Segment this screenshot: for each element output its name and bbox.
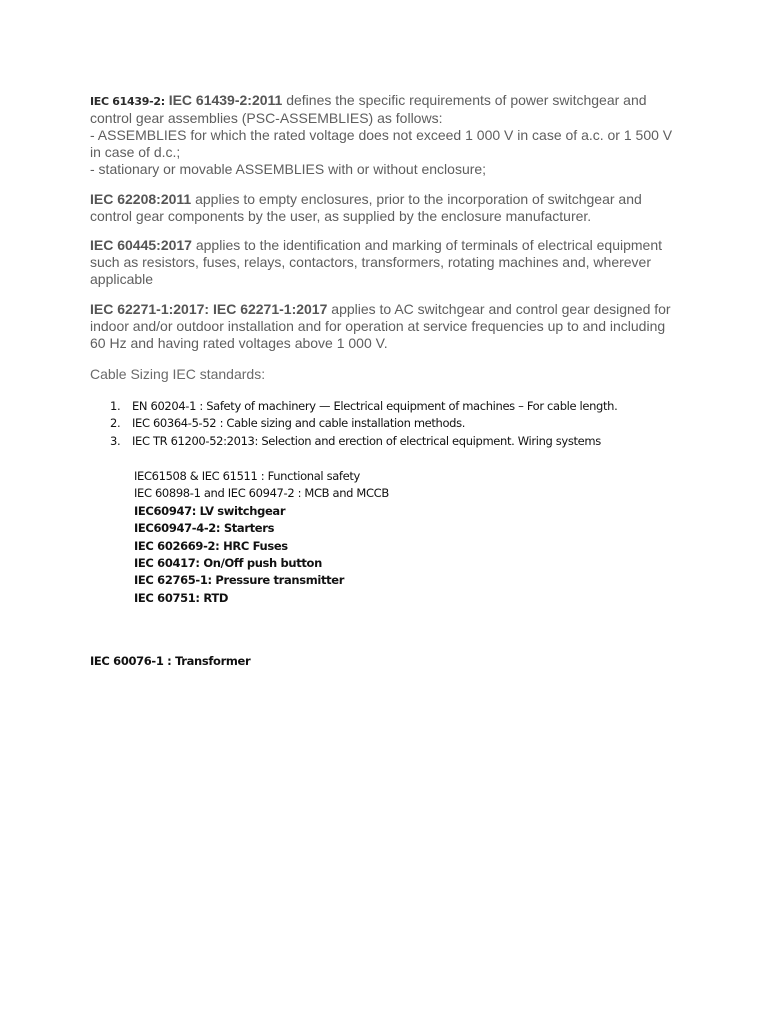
standard-label: IEC 61439-2:2011	[168, 92, 283, 108]
paragraph-iec-62271	[90, 301, 690, 352]
text-line: applies to empty enclosures, prior to the incorporation of switchgear and	[191, 191, 642, 207]
text-line: 60 Hz and having rated voltages above 1 000 V.	[90, 335, 388, 351]
text-line: in case of d.c.;	[90, 144, 181, 160]
transformer-standard-line: IEC 60076-1 : Transformer	[90, 654, 251, 668]
text-line: control gear assemblies (PSC-ASSEMBLIES) as follows:	[90, 110, 443, 126]
list-item	[90, 398, 617, 415]
standard-label: IEC 62208:2011	[90, 191, 192, 207]
text-line: defines the specific requirements of power switchgear and	[282, 92, 647, 108]
paragraph-iec-61439	[90, 92, 690, 178]
list-item: IEC 60898-1 and IEC 60947-2 : MCB and MCCB	[134, 486, 389, 501]
list-item: IEC60947: LV switchgear	[134, 503, 286, 518]
text-line: - stationary or movable ASSEMBLIES with or without enclosure;	[90, 161, 487, 177]
paragraph-iec-60445	[90, 237, 690, 288]
list-item: IEC 62765-1: Pressure transmitter	[134, 573, 345, 588]
text-line: applies to the identification and marking of terminals of electrical equipment	[191, 237, 663, 253]
list-item: IEC60947-4-2: Starters	[134, 521, 275, 536]
list-number: 2.	[110, 416, 121, 431]
paragraph-iec-62208	[90, 191, 690, 225]
list-number: 1.	[110, 399, 121, 413]
list-item: IEC 60751: RTD	[134, 590, 229, 605]
standard-label: IEC 60445:2017	[90, 237, 192, 253]
text-line: such as resistors, fuses, relays, contactors, transformers, rotating machines and, wherever	[90, 254, 652, 270]
standard-label: IEC 62271-1:2017: IEC 62271-1:2017	[90, 301, 328, 317]
list-item	[90, 415, 617, 432]
list-item	[90, 433, 617, 450]
list-number: 3.	[110, 433, 121, 448]
text-line: control gear components by the user, as supplied by the enclosure manufacturer.	[90, 208, 592, 224]
text-line: - ASSEMBLIES for which the rated voltage does not exceed 1 000 V in case of a.c. or 1 500 V	[90, 127, 673, 143]
label-prefix: IEC 61439-2:	[90, 95, 165, 108]
list-item: IEC 60417: On/Off push button	[134, 556, 322, 571]
list-item-text: EN 60204-1 : Safety of machinery — Electrical equipment of machines – For cable length.	[132, 399, 618, 413]
component-standards-list	[134, 468, 389, 607]
section-heading: Cable Sizing IEC standards:	[90, 366, 266, 382]
list-item-text: IEC TR 61200-52:2013: Selection and erection of electrical equipment. Wiring systems	[132, 433, 601, 448]
text-line: indoor and/or outdoor installation and for operation at service frequencies up to and including	[90, 318, 666, 334]
list-item-text: IEC 60364-5-52 : Cable sizing and cable installation methods.	[132, 416, 466, 431]
text-line: applicable	[90, 271, 154, 287]
standards-list	[90, 398, 617, 450]
list-item: IEC61508 & IEC 61511 : Functional safety	[134, 469, 360, 483]
text-line: applies to AC switchgear and control gear designed for	[327, 301, 671, 317]
list-item: IEC 602669-2: HRC Fuses	[134, 538, 288, 553]
